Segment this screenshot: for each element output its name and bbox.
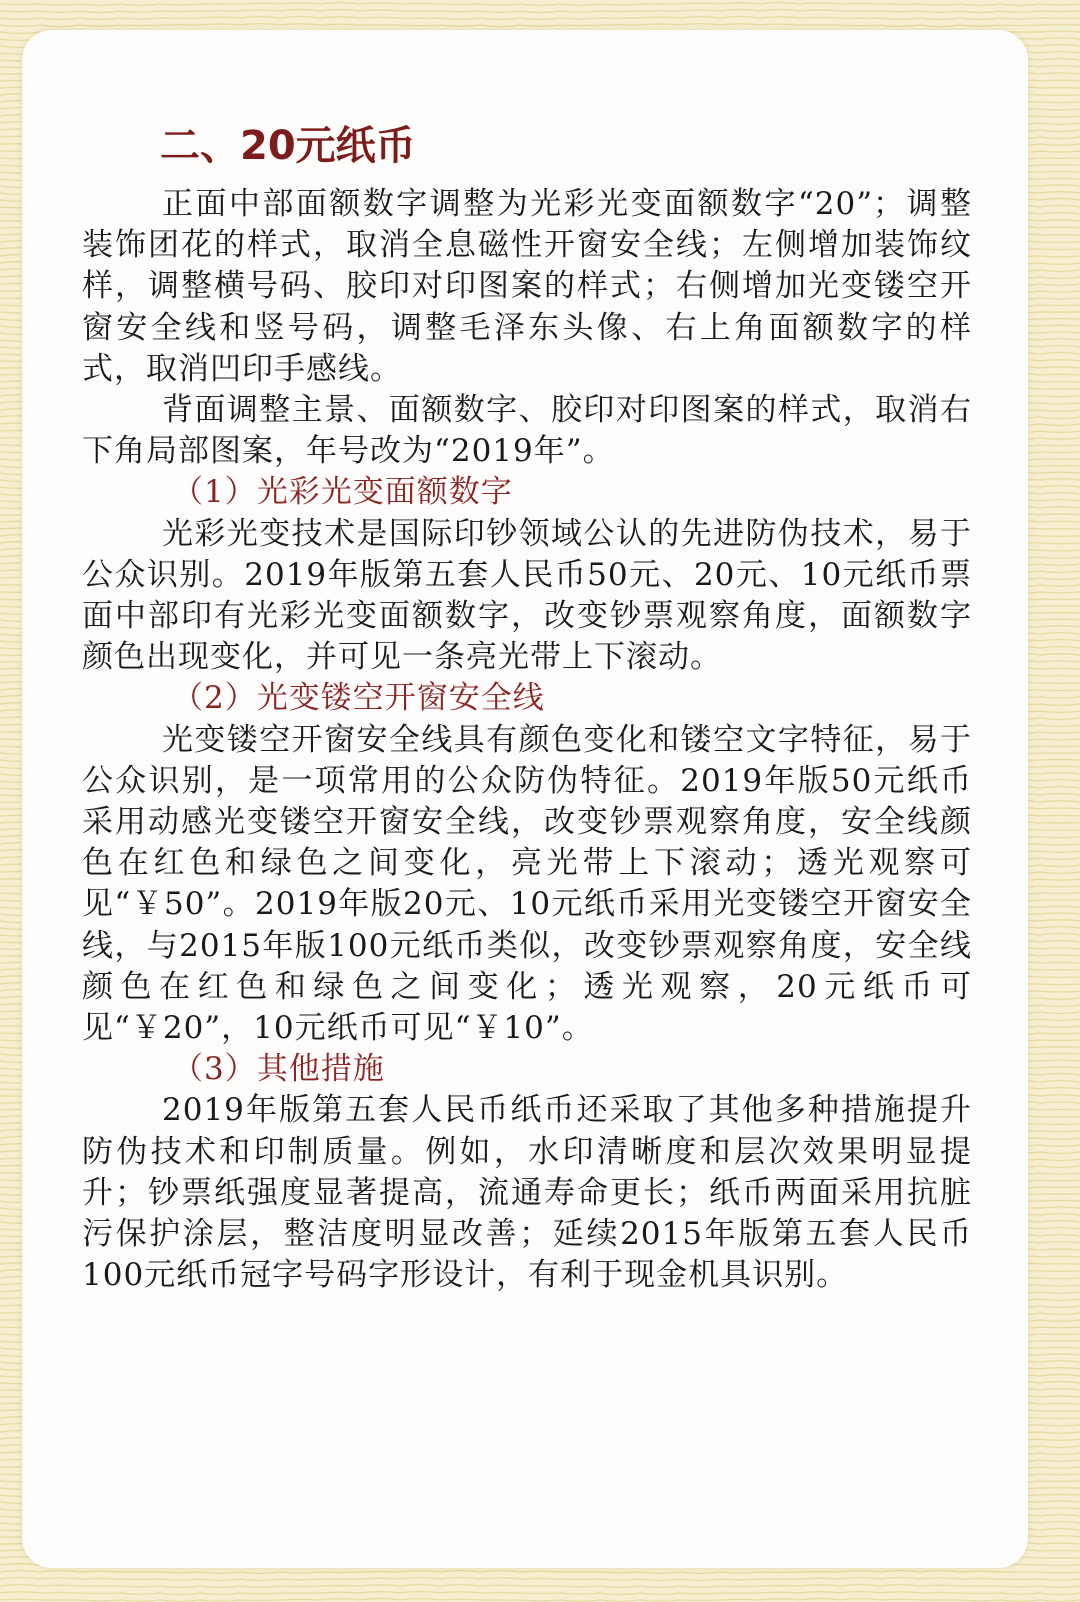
paragraph-optical-variable: 光彩光变技术是国际印钞领域公认的先进防伪技术，易于公众识别。2019年版第五套人民币50元、20元、10元纸币票面中部印有光彩光变面额数字，改变钞票观察角度，面额数字颜色出现变化，并可见一条亮光带上下滚动。 [82,515,972,676]
paragraph-security-thread: 光变镂空开窗安全线具有颜色变化和镂空文字特征，易于公众识别，是一项常用的公众防伪特征。2019年版50元纸币采用动感光变镂空开窗安全线，改变钞票观察角度，安全线颜色在红色和绿色之间变化，亮光带上下滚动；透光观察可见“￥50”。2019年版20元、10元纸币采用光变镂空开窗安全线，与2015年版100元纸币类似，改变钞票观察角度，安全线颜色在红色和绿色之间变化；透光观察，20元纸币可见“￥20”，10元纸币可见“￥10”。 [82,721,972,1047]
subheading-3: （3）其他措施 [172,1051,385,1088]
section-title: 二、20元纸币 [160,123,416,169]
article [82,118,972,1296]
paragraph-front: 正面中部面额数字调整为光彩光变面额数字“20”；调整装饰团花的样式，取消全息磁性开窗安全线；左侧增加装饰纹样，调整横号码、胶印对印图案的样式；右侧增加光变镂空开窗安全线和竖号码，调整毛泽东头像、右上角面额数字的样式，取消凹印手感线。 [82,186,972,387]
paragraph-other-measures: 2019年版第五套人民币纸币还采取了其他多种措施提升防伪技术和印制质量。例如，水印清晰度和层次效果明显提升；钞票纸强度显著提高，流通寿命更长；纸币两面采用抗脏污保护涂层，整洁度明显改善；延续2015年版第五套人民币100元纸币冠字号码字形设计，有利于现金机具识别。 [82,1092,972,1294]
subheading-1: （1）光彩光变面额数字 [172,474,513,511]
subheading-2: （2）光变镂空开窗安全线 [172,680,545,717]
paragraph-back: 背面调整主景、面额数字、胶印对印图案的样式，取消右下角局部图案，年号改为“2019年”。 [82,392,972,470]
